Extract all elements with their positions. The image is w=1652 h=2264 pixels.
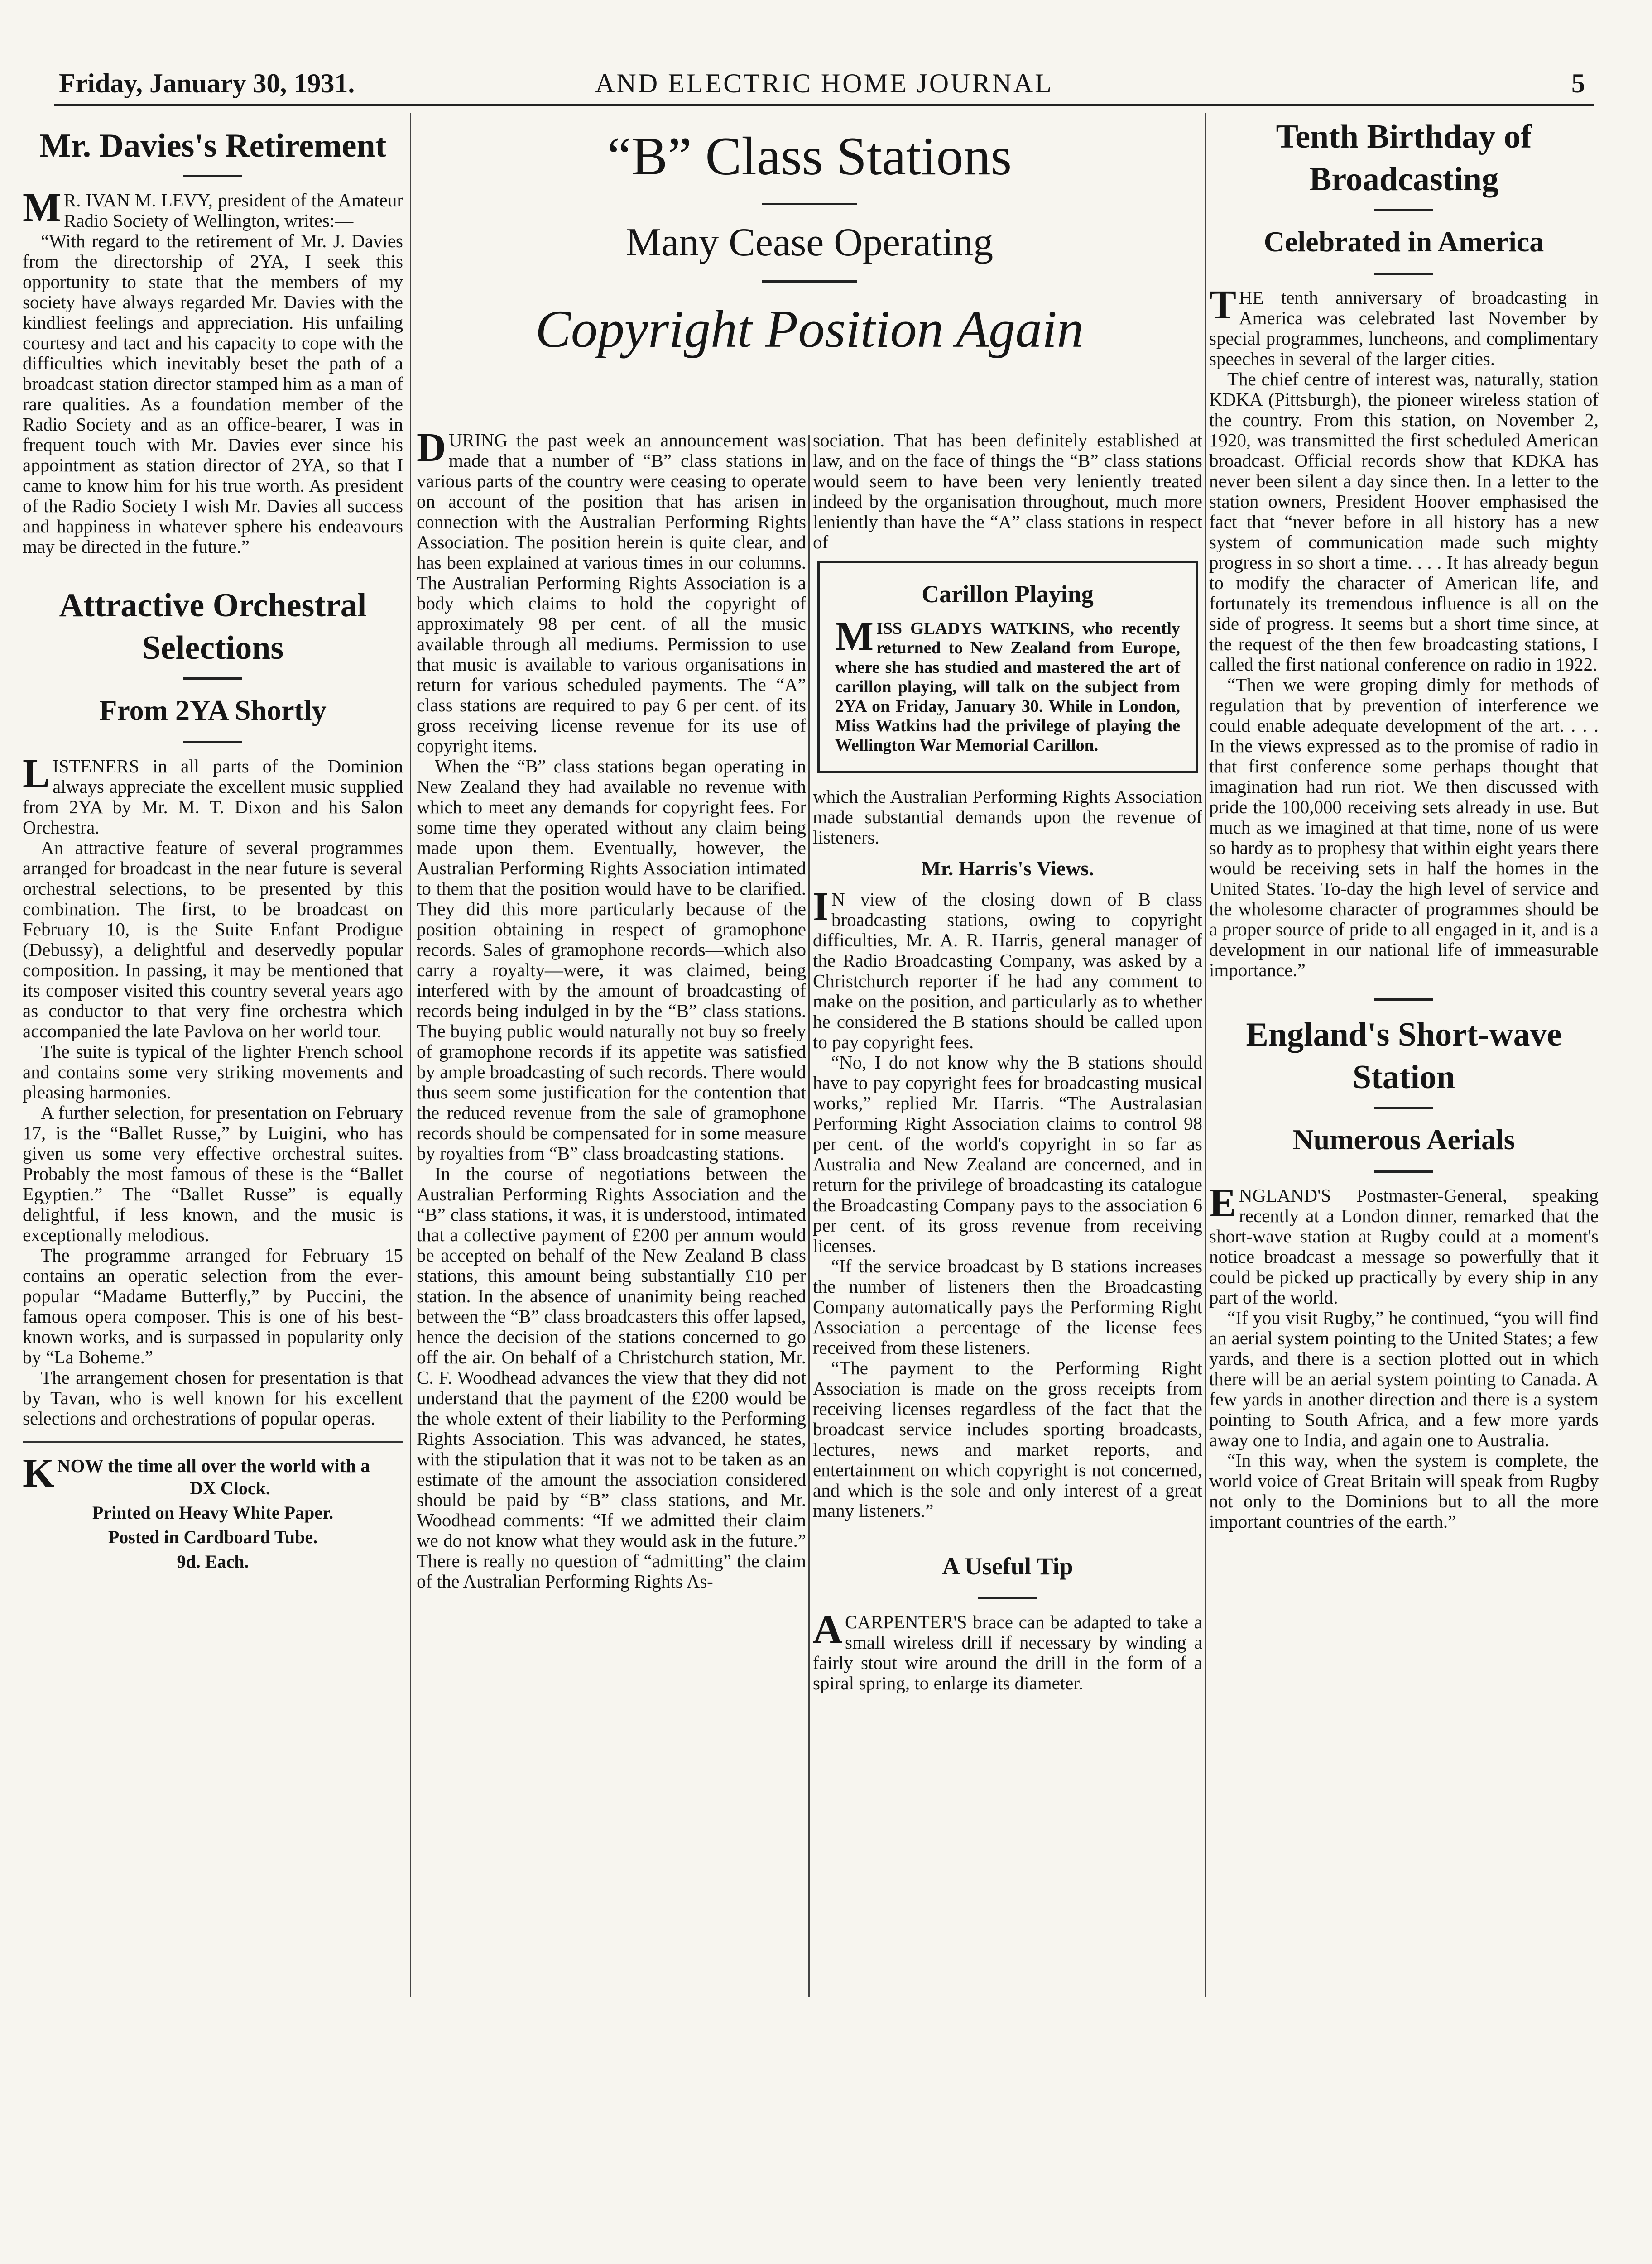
tip-para: ACARPENTER'S brace can be adapted to take a small wireless drill if necessary by winding a fairly stout wire around the drill in the form of a spiral spring, to enlarge its diameter. <box>813 1607 1202 1693</box>
ad-product: DX Clock. <box>190 1478 270 1498</box>
carillon-text: MISS GLADYS WATKINS, who recently returned to New Zealand from Europe, where she has studied and mastered the art of carillon playing, will talk on the subject from 2YA on Friday, January 30. While in London, Miss Watkins had the privilege of playing the Wellington War Memorial Carillon. <box>835 614 1180 755</box>
b-class-continued-2 <box>813 787 1202 848</box>
title-rule <box>1374 998 1433 1001</box>
davies-body <box>23 185 403 557</box>
title-rule <box>183 741 242 743</box>
harris-para-3: “If the service broadcast by B stations increases the number of listeners then the Broadcasting Company automatically pays the Performing Right Association a percentage of the license fees received from these listeners. <box>813 1256 1202 1358</box>
england-para-3: “In this way, when the system is complete, the world voice of Great Britain will speak from Rugby not only to the Dominions but to all the more important countries of the earth.” <box>1209 1450 1599 1532</box>
orchestral-para-5: The programme arranged for February 15 contains an operatic selection from the ever-popular “Madame Butterfly,” by Puccini, the famous opera composer. This is one of his best-known works, and is surpassed in popularity only by “La Boheme.” <box>23 1245 403 1367</box>
orchestral-para-2: An attractive feature of several programmes arranged for broadcast in the near future is several orchestral selections, to be presented by this combination. The first, to be broadcast on February 10, is the Suite Enfant Prodigue (Debussy), a delightful and deservedly popular composition. In passing, it may be mentioned that its composer visited this country several years ago as conductor to that very fine orchestra which accompanied the late Pavlova on her world tour. <box>23 837 403 1041</box>
england-para-2: “If you visit Rugby,” he continued, “you will find an aerial system pointing to the United States; a few yards, and there is a section plotted out in which there will be an aerial system pointing to Canada. A few yards in another direction and there is a system pointing to South Africa, and a few more yards away one to India, and again one to Australia. <box>1209 1307 1599 1450</box>
harris-para-2: “No, I do not know why the B stations should have to pay copyright fees for broadcasting musical works,” replied Mr. Harris. “The Australasian Performing Right Association claims to control 98 per cent. of the world's copyright in so far as Australia and New Zealand are concerned, and in return for the privilege of broadcasting its catalogue the Broadcasting Company pays to the association 6 per cent. of its gross revenue from receiving licenses. <box>813 1052 1202 1256</box>
column-2 <box>417 430 806 2264</box>
b-class-cont-2: which the Australian Performing Rights Association made substantial demands upon the revenue of listeners. <box>813 786 1202 848</box>
orchestral-subtitle: From 2YA Shortly <box>99 694 327 726</box>
column-1 <box>23 111 403 1986</box>
title-rule <box>978 1597 1037 1599</box>
ad-dropcap: K <box>23 1451 55 1496</box>
harris-dropcap: I <box>813 884 829 929</box>
birthday-dropcap: T <box>1209 283 1237 327</box>
tip-body <box>813 1607 1202 1693</box>
banner-rule <box>762 203 857 205</box>
copyright-headline: Copyright Position Again <box>535 299 1084 359</box>
england-dropcap: E <box>1209 1180 1237 1225</box>
title-rule <box>183 677 242 680</box>
harris-para-4: “The payment to the Performing Right Association is made on the gross receipts from receiving licenses regardless of the fact that the broadcast service includes sporting broadcasts, lectures, news and market reports, and entertainment on which copyright is not concerned, and which is the sole and only interest of a great many listeners.” <box>813 1357 1202 1521</box>
davies-title: Mr. Davies's Retirement <box>39 127 387 164</box>
birthday-subtitle: Celebrated in America <box>1263 225 1544 258</box>
column-rule-1 <box>410 113 411 1997</box>
b-class-para-2: When the “B” class stations began operating in New Zealand they had available no revenue with which to meet any demands for copyright fees. For some time they operated without any claim being made upon them. Eventually, however, the Australian Performing Rights Association intimated to them that the position would have to be clarified. They did this more particularly because of the position obtaining in respect of gramophone records. Sales of gramophone records—which also carry a royalty—were, it was claimed, being interfered with by the amount of broadcasting of records being indulged in by the “B” class stations. The buying public would naturally not buy so freely of gramophone records if its appetite was satisfied by ample broadcasting of such records. There would thus seem some justification for the contention that the reduced revenue from the sale of gramophone records should be compensated for in some measure by royalties from “B” class broadcasting stations. <box>417 756 806 1164</box>
b-class-para-3: In the course of negotiations between the Australian Performing Rights Association and the “B” class stations, it was, it is understood, intimated that a collective payment of £200 per annum would be accepted on behalf of the New Zealand B class stations, this amount being substantially £10 per station. In the absence of unanimity being reached between the “B” class broadcasters this offer lapsed, hence the decision of the stations concerned to go off the air. On behalf of a Christchurch station, Mr. C. F. Woodhead advances the view that they did not understand that the payment of the £200 would be the whole extent of their liability to the Performing Rights Association. This was advanced, he states, with the stipulation that it was not to be taken as an estimate of the amount the association considered should be paid by “B” class stations, and Mr. Woodhead comments: “If we admitted their claim we do not know what they would ask in the future.” There is really no question of “admitting” the claim of the Australian Performing Rights As- <box>417 1163 806 1592</box>
birthday-body <box>1209 283 1599 980</box>
title-rule <box>1374 209 1433 211</box>
ad-line-2: Posted in Cardboard Tube. <box>108 1527 318 1547</box>
ad-text: KNOW the time all over the world with a <box>23 1451 370 1496</box>
orchestral-para-3: The suite is typical of the lighter French school and contains some very striking movements and pleasing harmonies. <box>23 1041 403 1103</box>
tip-dropcap: A <box>813 1607 842 1652</box>
carillon-box <box>817 561 1198 773</box>
b-class-body <box>417 430 806 1592</box>
b-class-subheadline: Many Cease Operating <box>625 221 994 264</box>
ad-line-1: Printed on Heavy White Paper. <box>92 1502 334 1523</box>
b-class-continued <box>813 430 1202 552</box>
column-rule-2 <box>808 435 810 1997</box>
b-class-cont-1: sociation. That has been definitely established at law, and on the face of things the “B” class stations would seem to have been very leniently treated indeed by the organisation throughout, much more leniently than have the “A” class stations in respect of <box>813 430 1202 552</box>
harris-para-1: I N view of the closing down of B class broadcasting stations, owing to copyright difficulties, Mr. A. R. Harris, general manager of the Radio Broadcasting Company, was asked by a Christchurch reporter if he had any comment to make on the position, and particularly as to whether he considered the B stations should be called upon to pay copyright fees. <box>813 884 1202 1052</box>
banner-rule <box>762 280 857 283</box>
tip-title: A Useful Tip <box>942 1553 1073 1580</box>
orchestral-para-1: LISTENERS in all parts of the Dominion always appreciate the excellent music supplied from 2YA by Mr. M. T. Dixon and his Salon Orchestra. <box>23 751 403 838</box>
england-subtitle: Numerous Aerials <box>1292 1123 1515 1156</box>
orchestral-dropcap: L <box>23 751 50 796</box>
england-para-1: ENGLAND'S Postmaster-General, speaking recently at a London dinner, remarked that the short-wave station at Rugby could at a moment's notice broadcast a message so powerfully that it could be picked up practically by every ship in any part of the world. <box>1209 1180 1599 1308</box>
title-rule <box>1374 1170 1433 1173</box>
b-class-headline: “B” Class Stations <box>607 126 1012 186</box>
harris-body <box>813 884 1202 1521</box>
england-body <box>1209 1180 1599 1532</box>
carillon-dropcap: M <box>835 614 874 659</box>
column-rule-3 <box>1205 113 1206 1997</box>
orchestral-para-4: A further selection, for presentation on February 17, is the “Ballet Russe,” by Luigini, who has given us some very effective orchestral suites. Probably the most famous of these is the “Ballet Egyptien.” The “Ballet Russe” is equally delightful, if less known, and the music is exceptionally melodious. <box>23 1102 403 1245</box>
title-rule <box>1374 1107 1433 1109</box>
davies-dropcap: M <box>23 185 61 230</box>
birthday-para-1: THE tenth anniversary of broadcasting in America was celebrated last November by special programmes, luncheons, and complimentary speeches in several of the larger cities. <box>1209 283 1599 369</box>
section-rule <box>23 1441 403 1443</box>
page-number: 5 <box>1571 68 1585 98</box>
page-header <box>54 59 1594 106</box>
birthday-title: Tenth Birthday of Broadcasting <box>1276 118 1532 198</box>
davies-para-2: “With regard to the retirement of Mr. J. Davies from the directorship of 2YA, I seek this opportunity to state that the members of my society have always regarded Mr. Davies with the kindliest feelings and appreciation. His unfailing courtesy and tact and his capacity to cope with the difficulties which inevitably beset the path of a broadcast station director stamped him as a man of rare qualities. As a foundation member of the Radio Society and as an office-bearer, I was in frequent touch with Mr. Davies ever since his appointment as station director of 2YA, so that I came to know him for his true worth. As president of the Radio Society I wish Mr. Davies all success and happiness in whatever sphere his endeavours may be directed in the future.” <box>23 230 403 557</box>
england-title: England's Short-wave Station <box>1246 1016 1562 1096</box>
column-4 <box>1209 111 1599 1986</box>
title-rule <box>1374 273 1433 275</box>
issue-date: Friday, January 30, 1931. <box>59 68 355 98</box>
orchestral-body <box>23 751 403 1429</box>
ad-price: 9d. Each. <box>177 1551 249 1572</box>
carillon-title: Carillon Playing <box>922 580 1094 608</box>
davies-para-1: M R. IVAN M. LEVY, president of the Amateur Radio Society of Wellington, writes:— <box>23 185 403 231</box>
dx-clock-ad <box>23 1451 403 1574</box>
harris-title: Mr. Harris's Views. <box>921 857 1094 880</box>
b-class-banner <box>417 104 1202 430</box>
birthday-para-2: The chief centre of interest was, naturally, station KDKA (Pittsburgh), the pioneer wireless station of the country. From this station, on November 2, 1920, was transmitted the first scheduled American broadcast. Official records show that KDKA has never been silent a day since then. In a letter to the station owners, President Hoover emphasised the fact that “never before in all history has a new system of communication made such mighty progress in so short a time. . . . It has already begun to modify the character of American life, and fortunately its tremendous influence is all on the side of progress. It seems but a short time since, at the request of the then few broadcasting stations, I called the first national conference on radio in 1922. <box>1209 369 1599 675</box>
b-class-para-1: DURING the past week an announcement was made that a number of “B” class stations in various parts of the country were ceasing to operate on account of the position that has arisen in connection with the Australian Performing Rights Association. The position herein is quite clear, and has been explained at various times in our columns. The Australian Performing Rights Association is a body which claims to hold the copyright of approximately 98 per cent. of all the music available through all mediums. Permission to use that music is available to various organisations in return for various scheduled payments. The “A” class stations are required to pay 6 per cent. of its gross receiving license revenue for its use of copyright items. <box>417 430 806 756</box>
column-3 <box>813 430 1202 2264</box>
journal-title: AND ELECTRIC HOME JOURNAL <box>595 68 1053 98</box>
orchestral-title: Attractive Orchestral Selections <box>59 587 367 667</box>
orchestral-para-6: The arrangement chosen for presentation is that by Tavan, who is well known for his excellent selections and orchestrations of popular operas. <box>23 1367 403 1429</box>
birthday-para-3: “Then we were groping dimly for methods of regulation that by prevention of interference we could enable adequate development of the art. . . . In the views expressed as to the promise of radio in that first conference some perhaps thought that imagination had run riot. We then discussed with pride the 100,000 receiving sets already in use. But much as we imagined at that time, none of us were so hardy as to prophesy that within eight years there would be receiving sets in half the homes in the United States. To-day the high level of service and the wholesome character of programmes should be a proper source of pride to all engaged in it, and is a development in our national life of immeasurable importance.” <box>1209 674 1599 980</box>
b-class-dropcap: D <box>417 430 446 470</box>
title-rule <box>183 175 242 177</box>
